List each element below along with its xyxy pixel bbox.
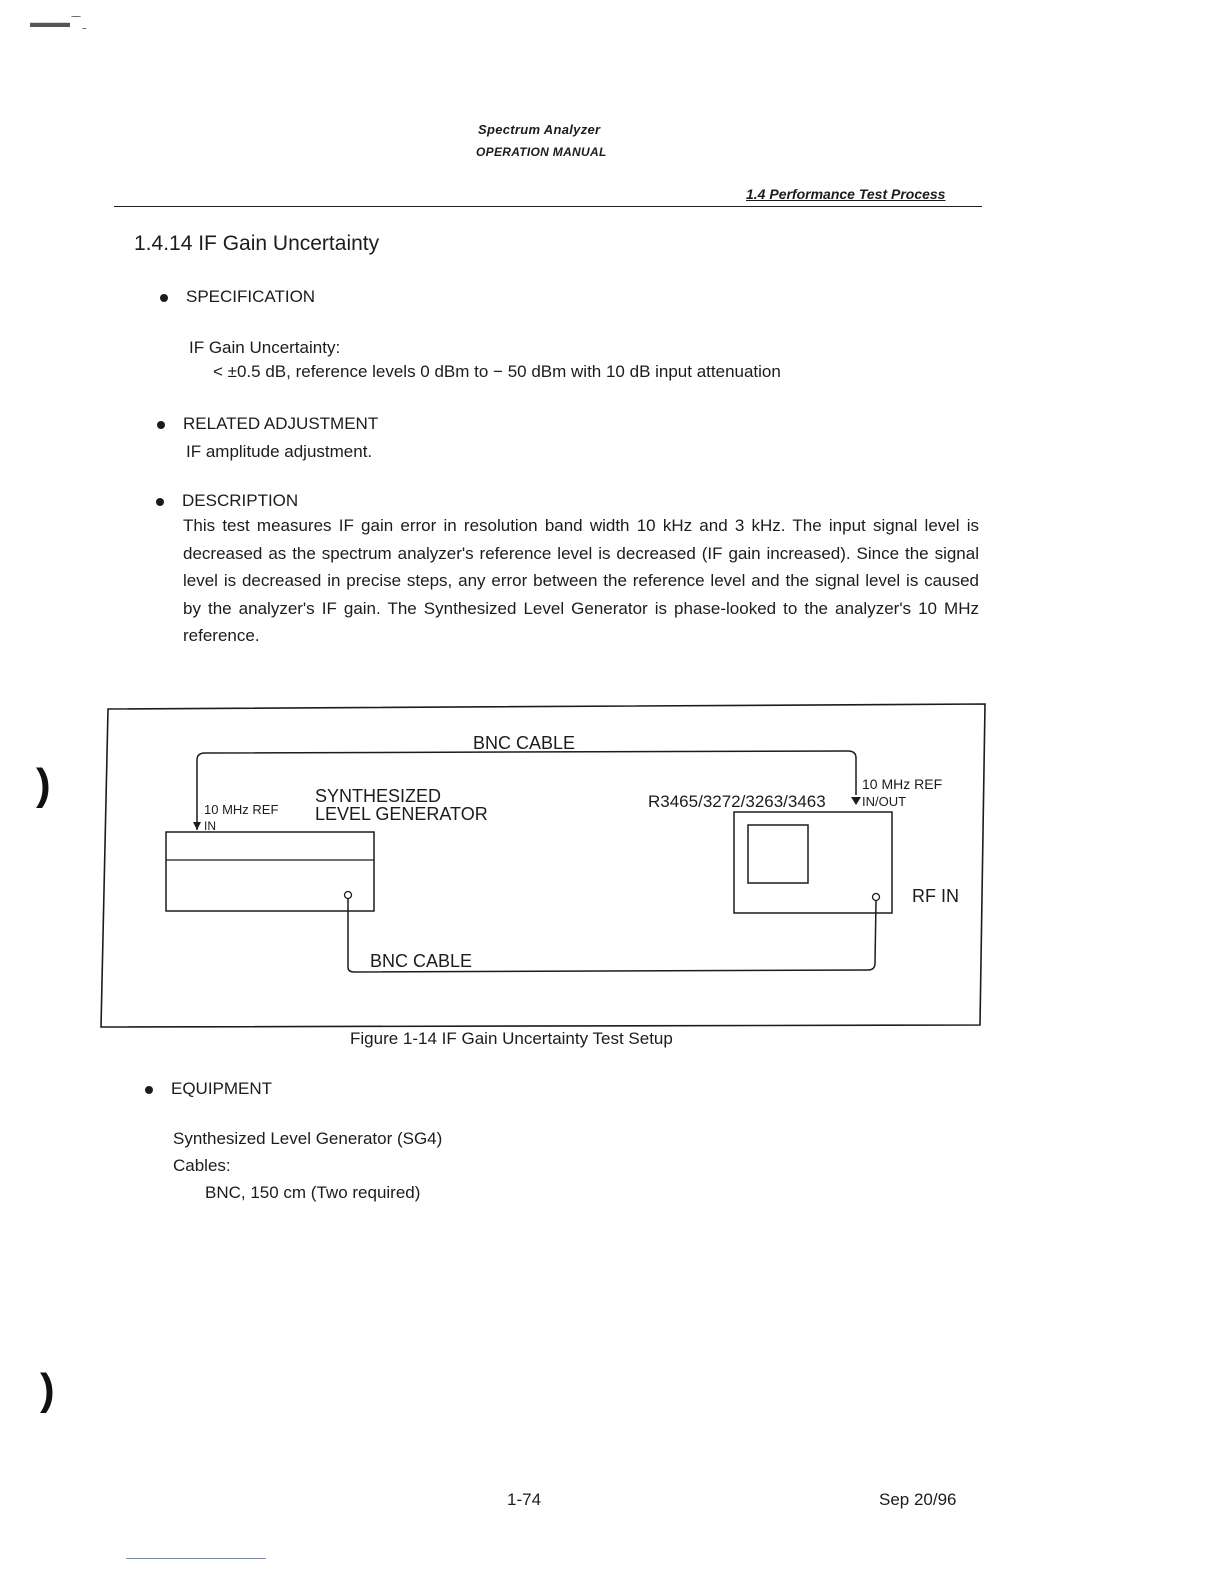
scan-artifact-hook: ) [36,760,51,809]
manual-subtitle: OPERATION MANUAL [476,145,607,159]
scan-artifact-paren: ) [40,1365,55,1414]
bottom-cable-label: BNC CABLE [370,951,473,971]
description-heading: DESCRIPTION [156,491,298,511]
analyzer-box [734,812,892,913]
generator-ref-label: 10 MHz REF [204,802,279,817]
related-adjustment-heading: RELATED ADJUSTMENT [157,414,378,434]
rf-in-label: RF IN [912,886,959,906]
analyzer-ref-label: 10 MHz REF [862,776,943,792]
page-number: 1-74 [507,1490,542,1509]
analyzer-ref-arrow [851,797,861,805]
revision-date: Sep 20/96 [879,1490,957,1509]
manual-title: Spectrum Analyzer [478,122,601,137]
analyzer-rf-connector [873,894,880,901]
bullet-icon [145,1086,153,1094]
equipment-item-bnc: BNC, 150 cm (Two required) [205,1183,421,1202]
generator-output-connector [345,892,352,899]
equipment-item-cables: Cables: [173,1156,231,1175]
equipment-item-generator: Synthesized Level Generator (SG4) [173,1129,443,1148]
section-title: 1.4.14 IF Gain Uncertainty [134,232,380,255]
description-text: This test measures IF gain error in resolution band width 10 kHz and 3 kHz. The input signal level is decreased as the spectrum analyzer's reference level is decreased (IF gain increased). Since the signal level is decreased in precise steps, any error between the reference level and the signal level is caused by the analyzer's IF gain. The Synthesized Level Generator is phase-looked to the analyzer's 10 MHz reference. [183,516,979,645]
spec-label: IF Gain Uncertainty: [189,338,341,357]
generator-title-2: LEVEL GENERATOR [315,804,488,824]
section-reference: 1.4 Performance Test Process [746,186,946,202]
spec-value: < ±0.5 dB, reference levels 0 dBm to − 50 dBm with 10 dB input attenuation [213,362,781,381]
analyzer-screen [748,825,808,883]
equipment-heading: EQUIPMENT [145,1079,272,1099]
figure-caption: Figure 1-14 IF Gain Uncertainty Test Setup [350,1029,673,1048]
top-cable-label: BNC CABLE [473,733,576,753]
generator-ref-arrow [193,822,201,830]
specification-heading: SPECIFICATION [160,287,315,307]
top-bnc-cable [197,751,856,830]
generator-title-1: SYNTHESIZED [315,786,442,806]
generator-ref-dir: IN [204,819,216,833]
scan-artifact-mark: ▬▬▬ ‾‾ ˍ [30,14,86,30]
related-adjustment-text: IF amplitude adjustment. [186,442,373,461]
analyzer-model: R3465/3272/3263/3463 [648,792,826,811]
analyzer-ref-dir: IN/OUT [862,794,907,809]
generator-box [166,832,374,911]
